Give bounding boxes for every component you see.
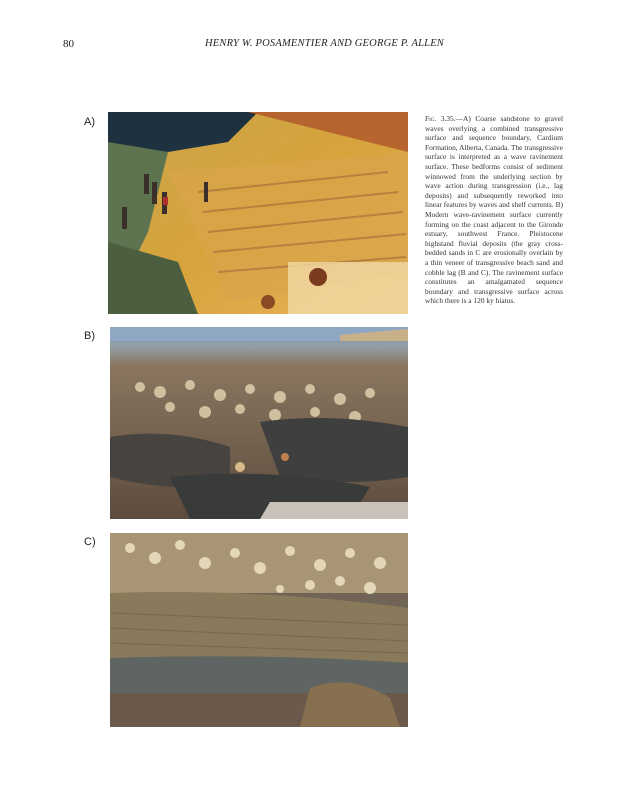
panel-a-label: A) — [84, 116, 95, 128]
panel-b-label: B) — [84, 330, 95, 342]
caption-lead: Fig. 3.35. — [425, 114, 456, 123]
panel-c-label: C) — [84, 536, 96, 548]
page-number: 80 — [63, 38, 74, 50]
figure-caption — [425, 114, 563, 306]
running-head: HENRY W. POSAMENTIER AND GEORGE P. ALLEN — [205, 38, 445, 49]
photo-c — [110, 533, 408, 727]
photo-a — [108, 112, 408, 314]
photo-b — [110, 327, 408, 519]
caption-text: —A) Coarse sandstone to gravel waves overlying a combined transgressive surface and sequence boundary, Cardium Formation, Alberta, Canada. The transgressive surface is interpreted as a wave ravinement surface. These bedforms consist of sediment winnowed from the underlying section by wave action during transgression (i.e., lag deposits) and subsequently reworked into linear features by waves and shelf currents. B) Modern wave-ravinement surface currently forming on the coast adjacent to the Gironde estuary, southwest France. Pleistocene highstand fluvial deposits (the gray cross-bedded sands in C are erosionally overlain by a thin veneer of transgressive beach sand and cobble lag (B and C). The ravinement surface constitutes an amalgamated sequence boundary and transgressive surface across which there is a 120 ky hiatus. — [425, 114, 563, 306]
